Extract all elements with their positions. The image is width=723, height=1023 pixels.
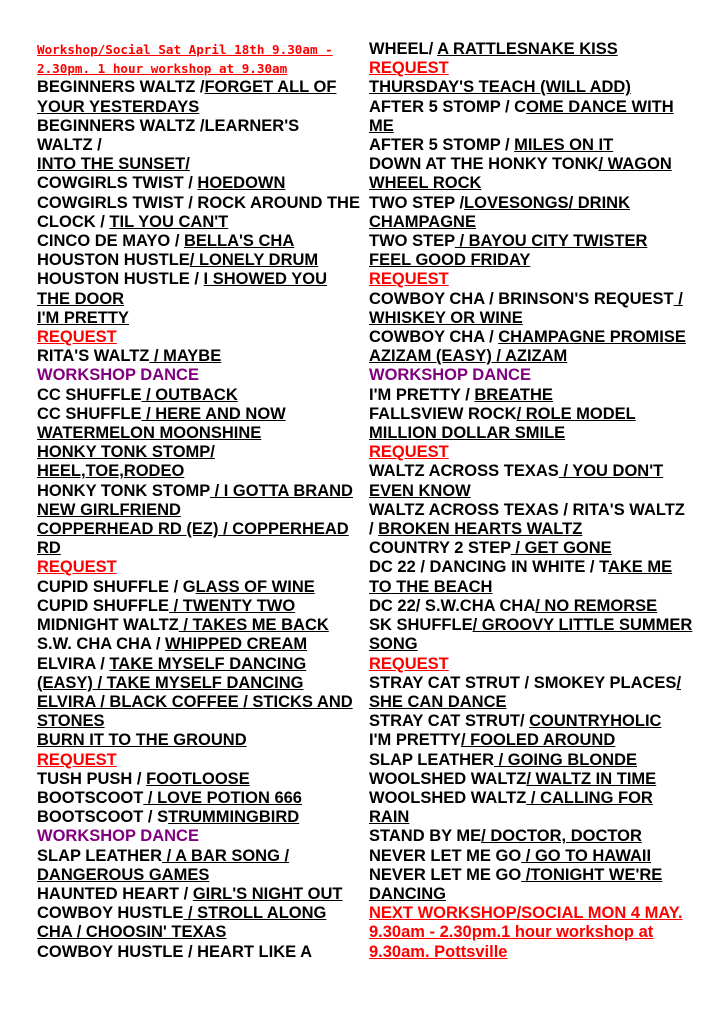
right-column [369,40,699,962]
line-text: / STICKS AND [238,692,353,711]
line-text: / TAKES ME BACK [178,616,329,635]
dance-line [37,712,367,731]
dance-line [369,213,699,232]
line-text: STRAY CAT STRUT / SMOKEY PLACES [369,673,677,692]
line-text: THE DOOR [37,289,125,308]
line-text: / MAYBE [149,347,222,366]
dance-line [37,693,367,712]
line-text: CUPID SHUFFLE / G [37,577,196,596]
line-text: NEXT WORKSHOP/SOCIAL MON 4 MAY. [369,904,683,923]
request-heading [369,59,699,78]
line-text: / DOCTOR, DOCTOR [481,827,642,846]
line-text: COWGIRLS TWIST / ROCK AROUND THE [37,193,360,212]
line-text: NEVER LET ME GO [369,865,522,884]
workshop-dance-heading [369,366,699,385]
line-text: TWO STEP / [369,193,465,212]
dance-line [369,789,699,808]
dance-line [37,424,367,443]
line-text: REQUEST [369,59,449,78]
line-text: BURN IT TO THE GROUND [37,731,247,750]
line-text: WALTZ ACROSS TEXAS [369,462,559,481]
dance-line [369,808,699,827]
dance-line [37,520,367,539]
dance-line [37,213,367,232]
dance-line [37,770,367,789]
line-text: A RATTLESNAKE KISS [437,40,618,58]
line-text: CUPID SHUFFLE [37,596,169,615]
line-text: FALLSVIEW ROCK [369,404,517,423]
dance-line [369,578,699,597]
line-text: HEEL,TOE,RODEO [37,462,185,481]
dance-line [369,78,699,97]
dance-line [37,943,367,962]
line-text: REQUEST [37,750,117,769]
line-text: SLAP LEATHER [37,846,162,865]
line-text: / GET GONE [510,539,612,558]
dance-line [37,290,367,309]
line-text: I'M PRETTY / [369,385,475,404]
dance-line [369,520,699,539]
line-text: NEVER LET ME GO [369,846,522,865]
line-text: WHISKEY OR WINE [369,308,523,327]
dance-line [37,482,367,501]
line-text: WHIPPED CREAM [165,635,308,654]
line-text: SHE CAN DANCE [369,692,507,711]
line-text: DANCING [369,884,446,903]
next-workshop-line [369,904,699,923]
line-text: WORKSHOP DANCE [37,827,199,846]
line-text: DC 22 / DANCING IN WHITE / T [369,558,608,577]
line-text: / WALTZ IN TIME [526,769,657,788]
line-text: 9.30am. Pottsville [369,942,508,961]
dance-line [37,578,367,597]
line-text: CLOCK / [37,212,110,231]
dance-line [369,405,699,424]
dance-line [369,866,699,885]
line-text: CHAMPAGNE PROMISE [498,328,686,347]
request-heading [369,655,699,674]
dance-line [369,712,699,731]
line-text: S.W. CHA CHA / [37,635,166,654]
line-text: 2.30pm. 1 hour workshop at 9.30am [37,61,288,77]
line-text: / GROOVY LITTLE SUMMER [472,616,693,635]
dance-line [37,635,367,654]
line-text: WOOLSHED WALTZ [369,788,527,807]
line-text: FORGET ALL OF [204,78,337,97]
line-text: NEW GIRLFRIEND [37,500,181,519]
dance-line [369,117,699,136]
line-text: / ROLE MODEL [516,404,636,423]
dance-line [37,309,367,328]
line-text: MIDNIGHT WALTZ [37,616,179,635]
dance-line [37,98,367,117]
line-text: / I GOTTA BRAND [209,481,353,500]
line-text: WALTZ / [37,136,102,155]
line-text: SLAP LEATHER [369,750,494,769]
dance-line [37,808,367,827]
next-workshop-line [369,943,699,962]
line-text: WORKSHOP DANCE [37,366,199,385]
line-text: / [673,289,683,308]
event-header-line [37,59,367,78]
dance-line [369,847,699,866]
dance-line [37,78,367,97]
line-text: REQUEST [37,558,117,577]
dance-line [369,674,699,693]
dance-line [37,462,367,481]
line-text: LASS OF WINE [195,577,315,596]
line-text: DANGEROUS GAMES [37,865,210,884]
line-text: MILLION DOLLAR SMILE [369,424,566,443]
dance-line [369,616,699,635]
line-text: COWBOY HUSTLE / HEART LIKE A [37,942,313,961]
line-text: HONKY TONK STOMP/ [37,443,215,462]
line-text: /TONIGHT WE'RE [521,865,663,884]
request-heading [369,270,699,289]
line-text: TWO STEP [369,232,455,251]
line-text: AFTER 5 STOMP / C [369,97,527,116]
line-text: DOWN AT THE HONKY TONK [369,155,599,174]
dance-line [369,347,699,366]
dance-line [37,174,367,193]
line-text: / A BAR SONG / [161,846,290,865]
line-text: / GOING BLONDE [493,750,637,769]
line-text: REQUEST [369,654,449,673]
line-text: REQUEST [369,270,449,289]
line-text: INTO THE SUNSET/ [37,155,190,174]
line-text: / HERE AND NOW [141,404,286,423]
workshop-dance-heading [37,366,367,385]
dance-line [369,751,699,770]
dance-line [37,386,367,405]
dance-line [369,98,699,117]
dance-line [37,232,367,251]
dance-line [37,405,367,424]
dance-line [37,270,367,289]
line-text: WHEEL/ [369,40,438,58]
dance-line [369,424,699,443]
dance-line [369,232,699,251]
line-text: WATERMELON MOONSHINE [37,424,262,443]
line-text: HAUNTED HEART / [37,884,193,903]
line-text: FEEL GOOD FRIDAY [369,251,531,270]
line-text: WHEEL ROCK [369,174,482,193]
dance-line [369,194,699,213]
line-text: I SHOWED YOU [203,270,328,289]
line-text: / YOU DON'T [558,462,664,481]
line-text: HOUSTON HUSTLE / [37,270,204,289]
line-text: TRUMMINGBIRD [168,808,300,827]
dance-line [369,386,699,405]
dance-line [37,347,367,366]
left-column [37,40,367,962]
dance-line [369,731,699,750]
line-text: BELLA'S CHA [184,232,295,251]
line-text: TIL YOU CAN'T [109,212,229,231]
line-text: TAKE MYSELF DANCING [109,654,307,673]
line-text: ELVIRA / [37,654,110,673]
line-text: COUNTRY 2 STEP [369,539,511,558]
line-text: THURSDAY'S TEACH (WILL ADD) [369,78,631,97]
line-text: COPPERHEAD RD (EZ) / COPPERHEAD [37,520,349,539]
line-text: GIRL'S NIGHT OUT [192,884,343,903]
dance-line [37,251,367,270]
dance-line [369,40,699,59]
line-text: / TWENTY TWO [169,596,296,615]
dance-line [37,501,367,520]
line-text: OME DANCE WITH [526,97,674,116]
request-heading [37,328,367,347]
line-text: STAND BY ME [369,827,482,846]
dance-line [369,539,699,558]
dance-line [369,885,699,904]
line-text: / OUTBACK [141,385,238,404]
line-text: CHAMPAGNE [369,212,476,231]
line-text: / NO REMORSE [535,596,658,615]
line-text: SK SHUFFLE [369,616,473,635]
line-text: BEGINNERS WALTZ /LEARNER'S [37,116,300,135]
line-text: COWBOY CHA / BRINSON'S REQUEST [369,289,674,308]
line-text: BROKEN HEARTS WALTZ [378,520,583,539]
dance-line [369,136,699,155]
dance-line [369,309,699,328]
line-text: HONKY TONK STOMP [37,481,210,500]
line-text: / [369,520,379,539]
dance-line [369,155,699,174]
line-text: REQUEST [37,328,117,347]
line-text: STONES [37,712,105,731]
line-text: TUSH PUSH / [37,769,147,788]
line-text: HOEDOWN [197,174,286,193]
line-text: I'M PRETTY [37,308,129,327]
line-text: FOOTLOOSE [146,769,250,788]
line-text: ELVIRA / BLACK COFFEE [37,692,239,711]
line-text: / WAGON [598,155,672,174]
line-text: RD [37,539,61,558]
line-text: AFTER 5 STOMP / [369,136,515,155]
line-text: TO THE BEACH [369,577,493,596]
dance-line [37,117,367,136]
event-header-line [37,40,367,59]
line-text: STRAY CAT STRUT/ [369,712,530,731]
line-text: WOOLSHED WALTZ [369,769,527,788]
line-text: RITA'S WALTZ [37,347,150,366]
line-text: LOVESONGS/ DRINK [464,193,630,212]
line-text: COUNTRYHOLIC [529,712,662,731]
dance-line [369,635,699,654]
dance-line [369,174,699,193]
line-text: YOUR YESTERDAYS [37,97,200,116]
line-text: / [676,673,682,692]
line-text: CINCO DE MAYO / [37,232,184,251]
dance-line [369,328,699,347]
line-text: BOOTSCOOT / S [37,808,169,827]
line-text: CHA / CHOOSIN' TEXAS [37,923,227,942]
request-heading [37,751,367,770]
dance-line [37,731,367,750]
dance-line [37,194,367,213]
line-text: / BAYOU CITY TWISTER [454,232,648,251]
line-text: / LONELY DRUM [189,251,319,270]
dance-line [369,482,699,501]
dance-line [37,904,367,923]
line-text: DC 22/ S.W.CHA CHA [369,596,536,615]
line-text: WORKSHOP DANCE [369,366,531,385]
dance-line [37,155,367,174]
line-text: / FOOLED AROUND [460,731,616,750]
line-text: BREATHE [474,385,553,404]
line-text: 9.30am - 2.30pm.1 hour workshop at [369,923,654,942]
dance-line [369,597,699,616]
line-text: I'M PRETTY [369,731,461,750]
line-text: COWGIRLS TWIST / [37,174,198,193]
dance-line [369,558,699,577]
request-heading [37,558,367,577]
dance-line [369,770,699,789]
dance-line [37,539,367,558]
dance-line [37,616,367,635]
line-text: WALTZ ACROSS TEXAS / RITA'S WALTZ [369,500,685,519]
line-text: EVEN KNOW [369,481,471,500]
line-text: ME [369,116,394,135]
line-text: REQUEST [369,443,449,462]
request-heading [369,443,699,462]
next-workshop-line [369,923,699,942]
dance-line [369,251,699,270]
line-text: CC SHUFFLE [37,385,142,404]
dance-line [37,885,367,904]
dance-line [369,462,699,481]
dance-line [369,501,699,520]
dance-line [37,923,367,942]
line-text: / CALLING FOR [526,788,653,807]
line-text: AZIZAM (EASY) / AZIZAM [369,347,568,366]
line-text: COWBOY CHA / [369,328,499,347]
dance-line [37,847,367,866]
dance-line [369,827,699,846]
dance-line [37,655,367,674]
line-text: BEGINNERS WALTZ / [37,78,205,97]
dance-line [37,136,367,155]
line-text: CC SHUFFLE [37,404,142,423]
line-text: Workshop/Social Sat April 18th 9.30am - [37,42,333,57]
line-text: / LOVE POTION 666 [143,788,302,807]
dance-line [369,693,699,712]
workshop-dance-heading [37,827,367,846]
line-text: BOOTSCOOT [37,788,144,807]
line-text: COWBOY HUSTLE [37,904,184,923]
dance-line [37,443,367,462]
line-text: (EASY) / TAKE MYSELF DANCING [37,673,304,692]
line-text: HOUSTON HUSTLE [37,251,190,270]
line-text: / GO TO HAWAII [521,846,652,865]
line-text: / STROLL ALONG [183,904,327,923]
dance-line [37,866,367,885]
dance-line [37,597,367,616]
dance-line [37,674,367,693]
line-text: MILES ON IT [514,136,614,155]
line-text: SONG [369,635,418,654]
dance-line [37,789,367,808]
dance-line [369,290,699,309]
line-text: RAIN [369,808,410,827]
line-text: AKE ME [607,558,673,577]
